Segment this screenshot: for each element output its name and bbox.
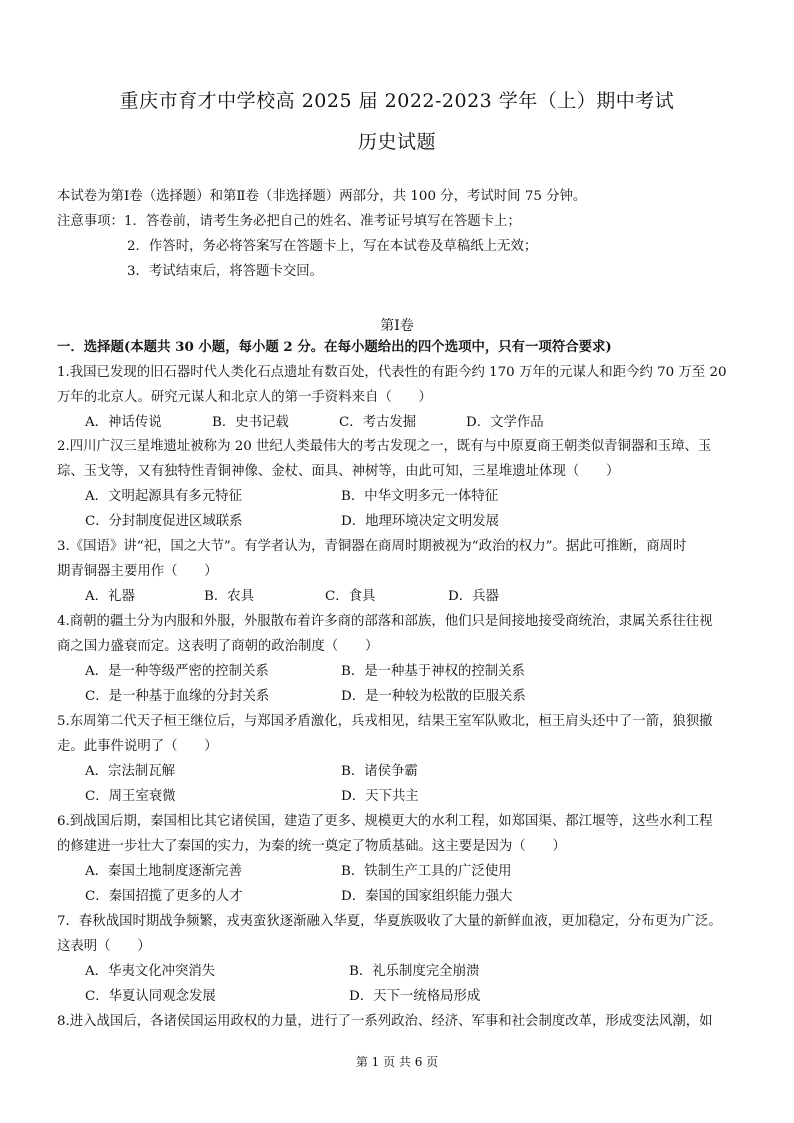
question-2-option-d: D．地理环境决定文明发展 (341, 514, 500, 529)
page-number: 第 1 页 共 6 页 (355, 1055, 439, 1069)
question-4-line-2: 商之国力盛衰而定。这表明了商朝的政治制度（ ） (57, 639, 379, 654)
question-4-option-b: B．是一种基于神权的控制关系 (341, 664, 525, 679)
exam-title: 重庆市育才中学校高 2025 届 2022-2023 学年（上）期中考试 (119, 90, 675, 112)
question-7-option-b: B．礼乐制度完全崩溃 (349, 964, 480, 979)
question-1-option-b: B．史书记载 (212, 415, 289, 430)
question-6-line-2: 的修建进一步壮大了秦国的实力，为秦的统一奠定了物质基础。这主要是因为（ ） (57, 839, 566, 854)
question-3-option-a: A．礼器 (85, 589, 135, 604)
question-2-option-a: A．文明起源具有多元特征 (85, 489, 242, 504)
question-1-option-d: D．文学作品 (466, 415, 544, 430)
question-2-option-b: B．中华文明多元一体特征 (341, 489, 499, 504)
question-3-option-d: D．兵器 (448, 589, 499, 604)
question-5-line-2: 走。此事件说明了（ ） (57, 739, 218, 754)
question-5-line-1: 5.东周第二代天子桓王继位后，与郑国矛盾激化，兵戎相见，结果王室军队败北，桓王肩头还中了一箭，狼狈撤 (57, 714, 713, 729)
question-4-option-a: A．是一种等级严密的控制关系 (85, 664, 269, 679)
question-2-option-c: C．分封制度促进区域联系 (85, 514, 243, 529)
question-6-option-b: B．铁制生产工具的广泛使用 (341, 864, 512, 879)
instructions-note-2: 2．作答时，务必将答案写在答题卡上，写在本试卷及草稿纸上无效； (127, 239, 538, 254)
exam-subtitle: 历史试题 (357, 131, 436, 153)
question-7-line-1: 7．春秋战国时期战争频繁，戎夷蛮狄逐渐融入华夏，华夏族吸收了大量的新鲜血液，更加稳定，分布更为广泛。 (57, 914, 722, 929)
question-6-option-a: A．秦国土地制度逐渐完善 (85, 864, 242, 879)
question-4-option-d: D．是一种较为松散的臣服关系 (341, 689, 526, 704)
question-5-option-b: B．诸侯争霸 (341, 764, 418, 779)
question-3-option-c: C．食具 (325, 589, 376, 604)
question-7-option-d: D．天下一统格局形成 (349, 989, 481, 1004)
section-heading: 一．选择题(本题共 30 小题，每小题 2 分。在每小题给出的四个选项中，只有一项符合要求) (57, 339, 612, 355)
question-7-line-2: 这表明（ ） (57, 939, 151, 954)
section-label: 第Ⅰ卷 (380, 318, 414, 334)
question-4-line-1: 4.商朝的疆土分为内服和外服，外服散布着许多商的部落和部族，他们只是间接地接受商统治，隶属关系往往视 (57, 614, 713, 629)
question-2-line-1: 2.四川广汉三星堆遗址被称为 20 世纪人类最伟大的考古发现之一，既有与中原夏商王朝类似青铜器和玉璋、玉 (57, 439, 712, 454)
question-1-option-c: C．考古发掘 (339, 415, 417, 430)
question-4-option-c: C．是一种基于血缘的分封关系 (85, 689, 270, 704)
question-3-line-2: 期青铜器主要用作（ ） (57, 564, 218, 579)
instructions-note-3: 3．考试结束后，将答题卡交回。 (127, 264, 323, 279)
question-6-option-c: C．秦国招揽了更多的人才 (85, 889, 243, 904)
question-5-option-c: C．周王室衰微 (85, 789, 176, 804)
question-6-option-d: D．秦国的国家组织能力强大 (341, 889, 513, 904)
question-1-option-a: A．神话传说 (85, 415, 162, 430)
question-2-line-2: 琮、玉戈等，又有独特性青铜神像、金杖、面具、神树等，由此可知，三星堆遗址体现（ ） (57, 464, 620, 479)
question-7-option-c: C．华夏认同观念发展 (85, 989, 216, 1004)
question-1-line-1: 1.我国已发现的旧石器时代人类化石点遗址有数百处，代表性的有距今约 170 万年的元谋人和距今约 70 万至 20 (57, 365, 727, 380)
question-5-option-d: D．天下共主 (341, 789, 419, 804)
question-1-line-2: 万年的北京人。研究元谋人和北京人的第一手资料来自（ ） (57, 390, 432, 405)
question-6-line-1: 6.到战国后期，秦国相比其它诸侯国，建造了更多、规模更大的水利工程，如郑国渠、都江堰等，这些水利工程 (57, 814, 713, 829)
instructions-note-1: 注意事项：1．答卷前，请考生务必把自己的姓名、准考证号填写在答题卡上； (57, 214, 521, 229)
instructions-intro: 本试卷为第Ⅰ卷（选择题）和第Ⅱ卷（非选择题）两部分，共 100 分，考试时间 75 分钟。 (57, 189, 587, 204)
question-7-option-a: A．华夷文化冲突消失 (85, 964, 216, 979)
question-3-line-1: 3.《国语》讲“祀，国之大节”。有学者认为，青铜器在商周时期被视为“政治的权力”。据此可推断，商周时 (57, 539, 687, 554)
question-8-line-1: 8.进入战国后，各诸侯国运用政权的力量，进行了一系列政治、经济、军事和社会制度改革，形成变法风潮，如 (57, 1014, 713, 1029)
question-3-option-b: B．农具 (204, 589, 255, 604)
question-5-option-a: A．宗法制瓦解 (85, 764, 176, 779)
